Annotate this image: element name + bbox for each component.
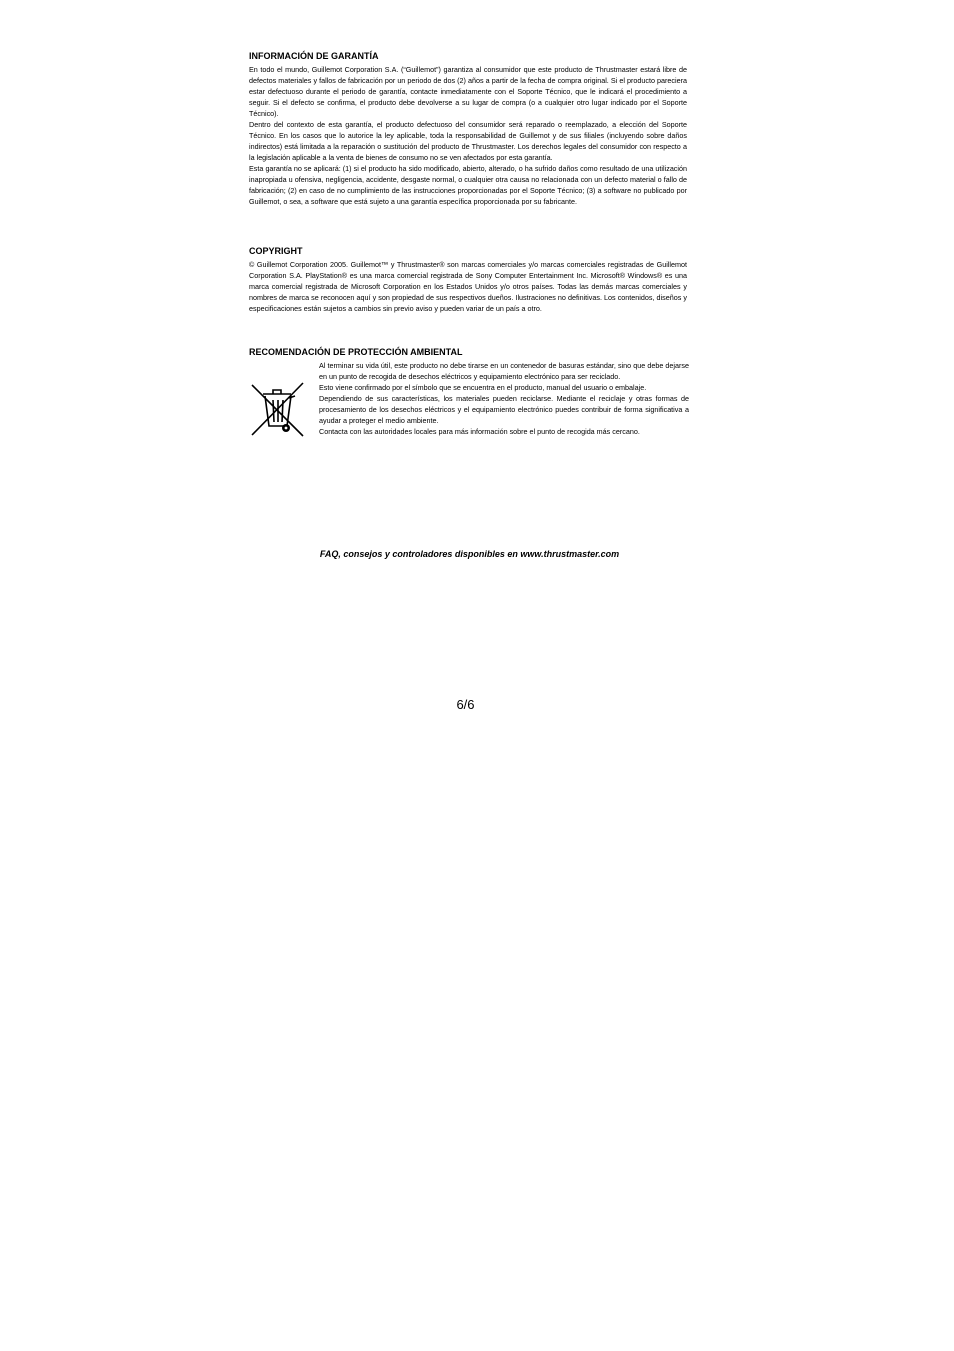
environment-body bbox=[249, 360, 690, 450]
copyright-section bbox=[249, 245, 687, 314]
copyright-heading: COPYRIGHT bbox=[249, 246, 303, 256]
warranty-paragraph-1: En todo el mundo, Guillemot Corporation S.A. (“Guillemot”) garantiza al consumidor que este producto de Thrustmaster estará libre de defectos materiales y fallos de fabricación por un periodo de dos (2) años a partir de la fecha de compra original. Si el producto pareciera estar defectuoso durante el periodo de garantía, contacte inmediatamente con el Soporte Técnico, que le indicará el procedimiento a seguir. Si el defecto se confirma, el producto debe devolverse a su lugar de compra (o a cualquier otro lugar indicado por el Soporte Técnico). bbox=[249, 65, 687, 118]
warranty-paragraph-3: Esta garantía no se aplicará: (1) si el producto ha sido modificado, abierto, alterado, o ha sufrido daños como resultado de una utilización inapropiada u ofensiva, negligencia, accidente, desgaste normal, o cualquier otra causa no relacionada con un defecto material o fallo de fabricación; (2) en caso de no cumplimiento de las instrucciones proporcionadas por el Soporte Técnico; (3) a software no publicado por Guillemot, o sea, a software que está sujeto a una garantía específica proporcionada por su fabricante. bbox=[249, 164, 687, 206]
environment-paragraph-2: Esto viene confirmado por el símbolo que se encuentra en el producto, manual del usuario o embalaje. bbox=[319, 383, 647, 392]
environment-section bbox=[249, 346, 690, 450]
environment-paragraph-1: Al terminar su vida útil, este producto no debe tirarse en un contenedor de basuras estándar, sino que debe dejarse en un punto de recogida de desechos eléctricos y equipamiento electrónico para ser reciclado. bbox=[319, 361, 689, 381]
page-number: 6/6 bbox=[456, 697, 475, 712]
warranty-paragraph-2: Dentro del contexto de esta garantía, el producto defectuoso del consumidor será reparado o reemplazado, a elección del Soporte Técnico. En los casos que lo autorice la ley aplicable, toda la responsabilidad de Guillemot y de sus filiales (incluyendo sobre daños indirectos) está limitada a la reparación o sustitución del producto de Thrustmaster. Los derechos legales del consumidor con respecto a la legislación aplicable a la venta de bienes de consumo no se ven afectados por esta garantía. bbox=[249, 120, 687, 162]
crossed-out-wheelie-bin-icon bbox=[249, 380, 307, 438]
environment-text bbox=[319, 360, 689, 437]
warranty-section bbox=[249, 50, 687, 207]
environment-paragraph-3: Dependiendo de sus características, los materiales pueden reciclarse. Mediante el reciclaje y otras formas de procesamiento de los desechos eléctricos y el equipamiento electrónico puedes contribuir de forma significativa a ayudar a proteger el medio ambiente. bbox=[319, 394, 689, 425]
support-website-text: FAQ, consejos y controladores disponibles en www.thrustmaster.com bbox=[319, 549, 620, 559]
copyright-paragraph: © Guillemot Corporation 2005. Guillemot™ y Thrustmaster® son marcas comerciales y/o marcas comerciales registradas de Guillemot Corporation S.A. PlayStation® es una marca comercial registrada de Sony Computer Entertainment Inc. Microsoft® Windows® es una marca comercial registrada de Microsoft Corporation en los Estados Unidos y/o otros países. Todas las demás marcas comerciales y nombres de marca se reconocen aquí y son propiedad de sus respectivos dueños. Ilustraciones no definitivas. Los contenidos, diseños y especificaciones están sujetos a cambios sin previo aviso y pueden variar de un país a otro. bbox=[249, 260, 687, 313]
warranty-heading: INFORMACIÓN DE GARANTÍA bbox=[249, 51, 379, 61]
environment-heading: RECOMENDACIÓN DE PROTECCIÓN AMBIENTAL bbox=[249, 347, 463, 357]
environment-paragraph-4: Contacta con las autoridades locales para más información sobre el punto de recogida más cercano. bbox=[319, 427, 640, 436]
